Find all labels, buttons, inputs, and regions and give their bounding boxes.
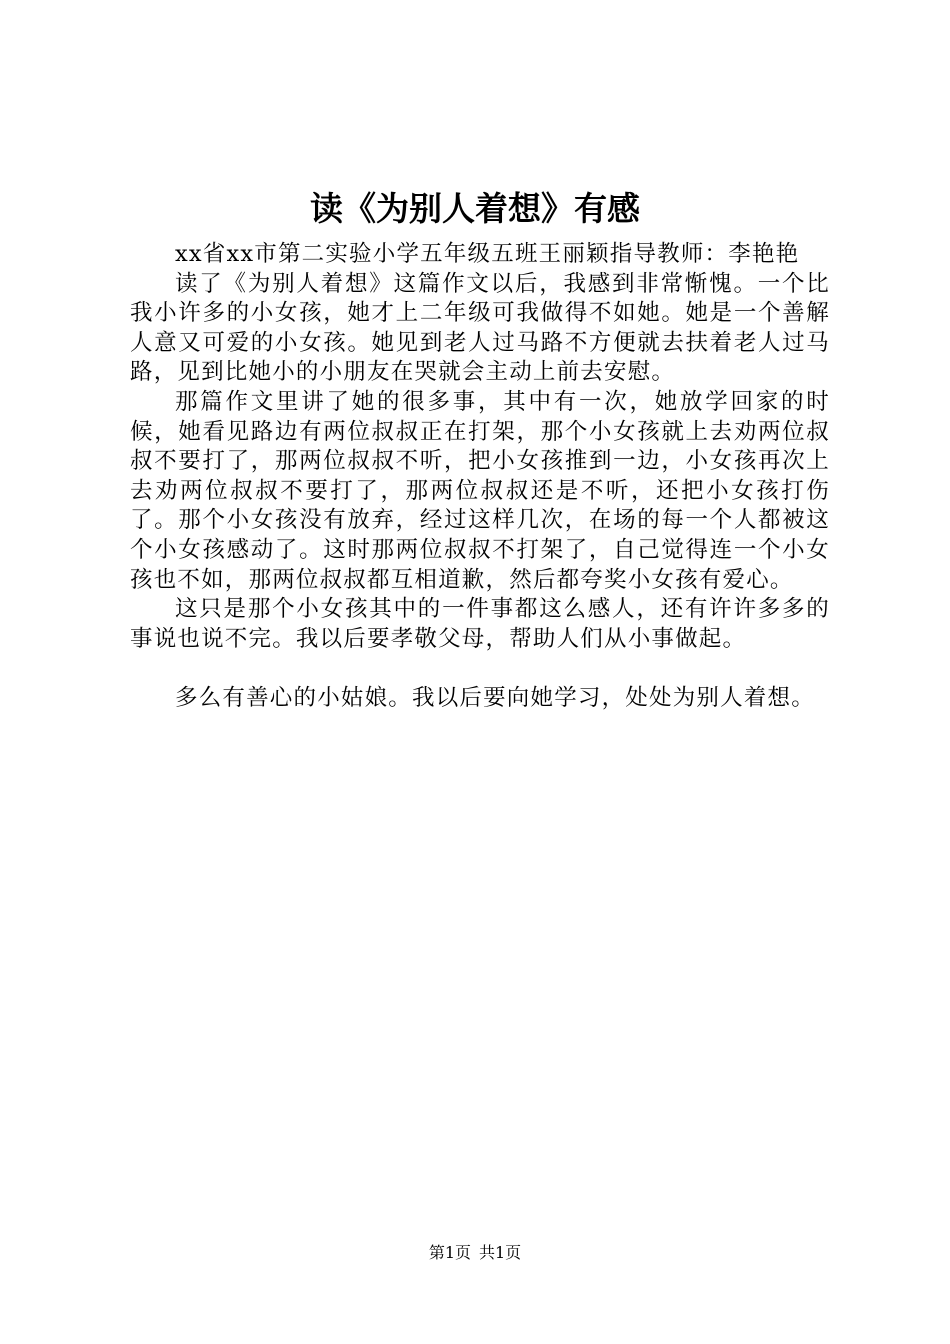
byline: xx省xx市第二实验小学五年级五班王丽颖指导教师：李艳艳 bbox=[175, 241, 800, 267]
paragraph-2: 那篇作文里讲了她的很多事，其中有一次，她放学回家的时候，她看见路边有两位叔叔正在打架，那个小女孩就上去劝两位叔叔不要打了，那两位叔叔不听，把小女孩推到一边，小女孩再次上去劝两位叔叔不要打了，那两位叔叔还是不听，还把小女孩打伤了。那个小女孩没有放弃，经过这样几次，在场的每一个人都被这个小女孩感动了。这时那两位叔叔不打架了，自己觉得连一个小女孩也不如，那两位叔叔都互相道歉，然后都夸奖小女孩有爱心。 bbox=[130, 388, 830, 593]
page-total: 共1页 bbox=[479, 1243, 522, 1262]
paragraph-3: 这只是那个小女孩其中的一件事都这么感人，还有许许多多的事说也说不完。我以后要孝敬父母，帮助人们从小事做起。 bbox=[130, 596, 830, 652]
paragraph-4: 多么有善心的小姑娘。我以后要向她学习，处处为别人着想。 bbox=[175, 684, 815, 711]
page-footer bbox=[0, 1242, 950, 1264]
document-body bbox=[130, 240, 830, 714]
paragraph-1: 读了《为别人着想》这篇作文以后，我感到非常惭愧。一个比我小许多的小女孩，她才上二年级可我做得不如她。她是一个善解人意又可爱的小女孩。她见到老人过马路不方便就去扶着老人过马路，见到比她小的小朋友在哭就会主动上前去安慰。 bbox=[130, 270, 830, 386]
document-title: 读《为别人着想》有感 bbox=[310, 189, 640, 228]
page-number: 第1页 bbox=[428, 1243, 471, 1262]
